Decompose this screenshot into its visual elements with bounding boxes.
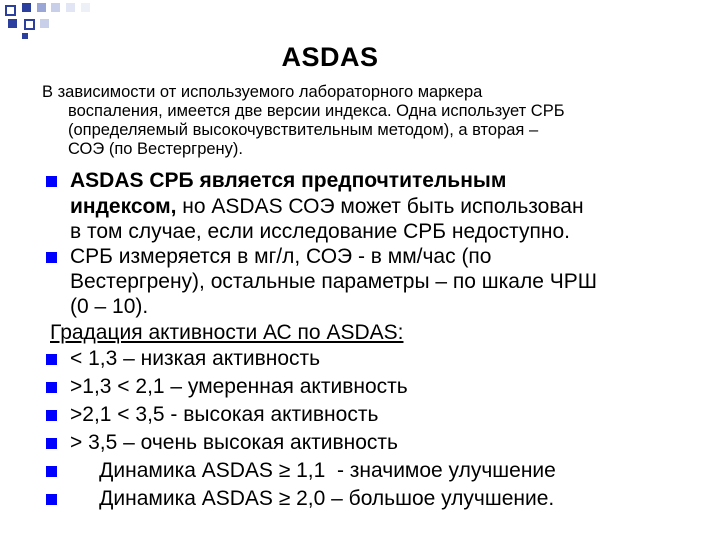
- grade-item: >1,3 < 2,1 – умеренная активность: [70, 375, 408, 398]
- deco-square: [51, 3, 60, 12]
- bullet-marker: [46, 466, 57, 477]
- grade-item: >2,1 < 3,5 - высокая активность: [70, 403, 379, 426]
- grade-item: > 3,5 – очень высокая активность: [70, 431, 398, 454]
- bullet-text-span: но ASDAS СОЭ может быть использован: [176, 195, 584, 218]
- bullet-text: Вестергрену), остальные параметры – по шкале ЧРШ: [70, 270, 597, 293]
- deco-square: [22, 3, 31, 12]
- bullet-bold-text: ASDAS СРБ является предпочтительным: [70, 169, 507, 192]
- bullet-text: в том случае, если исследование СРБ недоступно.: [70, 220, 570, 243]
- intro-line: СОЭ (по Вестергрену).: [68, 140, 243, 158]
- grade-item: Динамика ASDAS ≥ 2,0 – большое улучшение.: [70, 487, 555, 510]
- bullet-marker: [46, 382, 57, 393]
- intro-line: (определяемый высокочувствительным методом), а вторая –: [68, 121, 539, 139]
- bullet-text: (0 – 10).: [70, 295, 149, 318]
- intro-line: В зависимости от используемого лабораторного маркера: [42, 83, 483, 101]
- grade-item: < 1,3 – низкая активность: [70, 347, 321, 370]
- deco-square: [24, 19, 35, 30]
- deco-square: [5, 5, 16, 16]
- intro-line: воспаления, имеется две версии индекса. Одна использует СРБ: [68, 102, 565, 120]
- page-title: ASDAS: [281, 42, 379, 72]
- deco-square: [8, 19, 17, 28]
- bullet-marker: [46, 494, 57, 505]
- deco-square: [22, 33, 28, 39]
- bullet-marker: [46, 354, 57, 365]
- bullet-marker: [46, 176, 57, 187]
- bullet-marker: [46, 410, 57, 421]
- bullet-text: СРБ измеряется в мг/л, СОЭ - в мм/час (по: [70, 245, 492, 268]
- deco-square: [37, 3, 46, 12]
- deco-square: [66, 3, 75, 12]
- intro-paragraph: [42, 83, 692, 159]
- deco-square: [40, 19, 49, 28]
- grade-item: Динамика ASDAS ≥ 1,1 - значимое улучшение: [70, 459, 556, 482]
- bullet-bold-text: индексом,: [70, 195, 177, 218]
- bullet-text: [70, 168, 506, 194]
- corner-decoration: [0, 0, 120, 40]
- bullet-marker: [46, 252, 57, 263]
- bullet-text: [70, 194, 584, 220]
- deco-square: [81, 3, 90, 12]
- bullet-marker: [46, 438, 57, 449]
- grade-heading: Градация активности АС по ASDAS:: [50, 321, 404, 344]
